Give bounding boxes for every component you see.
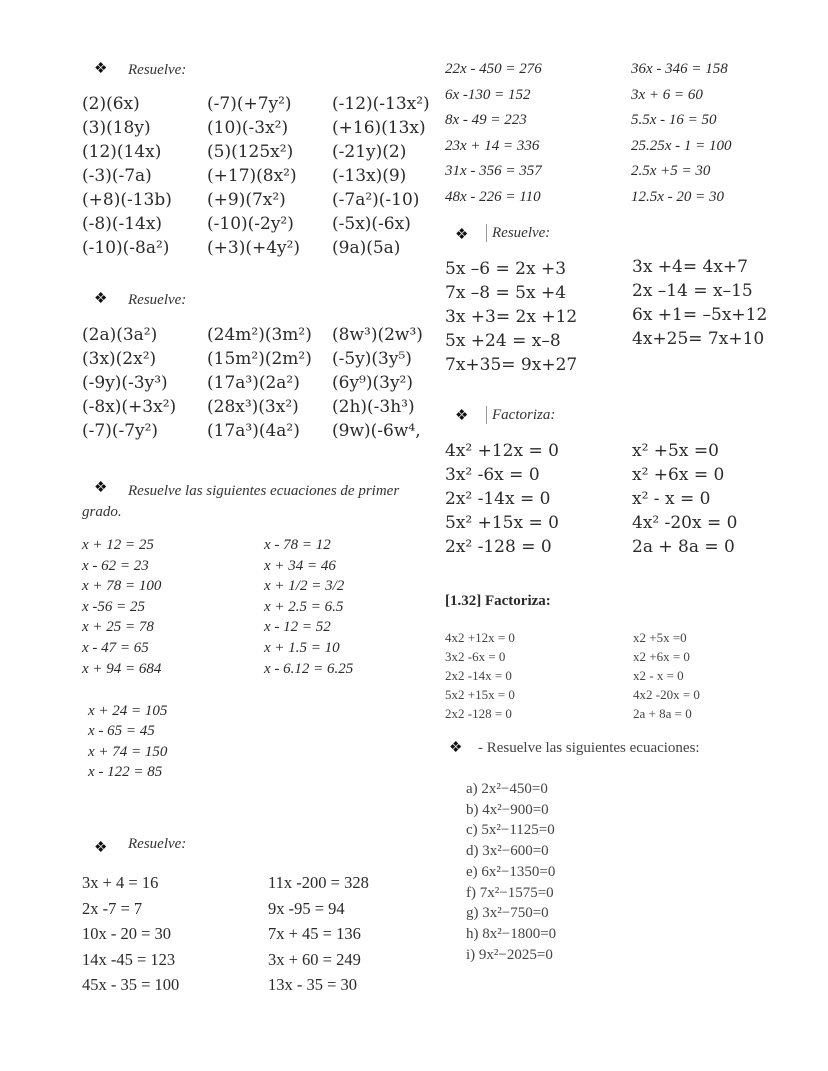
divider — [486, 224, 487, 242]
exercise-item: x - 78 = 12 — [264, 537, 331, 553]
exercise-item: 11x -200 = 328 — [268, 873, 369, 892]
exercise-item: (3x)(2x²) — [82, 349, 157, 369]
section-title: - Resuelve las siguientes ecuaciones: — [478, 740, 700, 756]
exercise-item: b) 4x²−900=0 — [466, 801, 549, 818]
exercise-item: 5.5x - 16 = 50 — [631, 112, 717, 129]
exercise-item: (8w³)(2w³) — [332, 325, 423, 345]
exercise-item: (-5x)(-6x) — [332, 214, 411, 234]
exercise-item: x -56 = 25 — [82, 598, 146, 615]
exercise-item: (+17)(8x²) — [207, 166, 297, 186]
exercise-item: (-7)(+7y²) — [207, 94, 292, 114]
exercise-item: (-12)(-13x²) — [332, 94, 430, 114]
exercise-item: x + 12 = 25 — [82, 537, 154, 553]
exercise-item: 2x -7 = 7 — [82, 898, 143, 918]
diamond-bullet-icon: ❖ — [94, 838, 108, 856]
exercise-item: (15m²)(2m²) — [207, 349, 312, 369]
exercise-item: 3x² -6x = 0 — [445, 465, 540, 485]
exercise-item: x² +5x =0 — [632, 441, 719, 461]
section-title: grado. — [82, 504, 122, 520]
exercise-item: h) 8x²−1800=0 — [466, 925, 557, 942]
exercise-item: 3x + 4 = 16 — [82, 873, 159, 892]
section-title: Resuelve: — [128, 292, 187, 308]
exercise-item: x + 78 = 100 — [82, 578, 162, 595]
exercise-item: g) 3x²−750=0 — [466, 905, 549, 922]
exercise-item: 14x -45 = 123 — [82, 949, 176, 969]
exercise-item: (10)(-3x²) — [207, 118, 289, 138]
exercise-item: (17a³)(4a²) — [207, 421, 300, 441]
exercise-item: 22x - 450 = 276 — [445, 61, 542, 77]
exercise-item: x - 122 = 85 — [88, 764, 163, 781]
exercise-item: 4x+25= 7x+10 — [632, 329, 765, 349]
section-title: Resuelve las siguientes ecuaciones de primer — [128, 483, 400, 499]
diamond-bullet-icon: ❖ — [94, 289, 108, 307]
exercise-item: 9x -95 = 94 — [268, 898, 345, 918]
exercise-item: 3x + 6 = 60 — [631, 86, 703, 103]
exercise-item: (2h)(-3h³) — [332, 397, 415, 417]
exercise-item: (5)(125x²) — [207, 142, 294, 162]
exercise-item: 7x –8 = 5x +4 — [445, 283, 567, 303]
exercise-item: 36x - 346 = 158 — [631, 61, 728, 77]
exercise-item: 6x -130 = 152 — [445, 86, 531, 103]
exercise-item: x - 6.12 = 6.25 — [264, 660, 354, 677]
exercise-item: 2x² -128 = 0 — [445, 537, 552, 557]
exercise-item: 5x –6 = 2x +3 — [445, 259, 567, 279]
exercise-item: 4x² -20x = 0 — [632, 513, 738, 533]
exercise-item: 3x +4= 4x+7 — [632, 257, 748, 277]
exercise-item: (-10)(-2y²) — [207, 214, 294, 234]
exercise-item: (2a)(3a²) — [82, 325, 158, 345]
exercise-item: 2x² -14x = 0 — [445, 489, 551, 509]
exercise-item: x2 +6x = 0 — [633, 649, 690, 664]
diamond-bullet-icon: ❖ — [94, 478, 108, 496]
exercise-item: 7x + 45 = 136 — [268, 924, 361, 943]
exercise-item: (-3)(-7a) — [82, 166, 152, 186]
exercise-item: x - 47 = 65 — [82, 640, 149, 656]
exercise-item: (9a)(5a) — [332, 238, 401, 258]
exercise-item: 10x - 20 = 30 — [82, 924, 172, 943]
exercise-item: (28x³)(3x²) — [207, 397, 299, 417]
exercise-item: x + 34 = 46 — [264, 557, 336, 574]
exercise-item: (9w)(-6w⁴, — [332, 421, 421, 441]
exercise-item: 13x - 35 = 30 — [268, 975, 358, 994]
exercise-item: (+3)(+4y²) — [207, 238, 301, 258]
exercise-item: (2)(6x) — [82, 94, 140, 114]
exercise-item: 2a + 8a = 0 — [633, 706, 692, 721]
exercise-item: 2x –14 = x–15 — [632, 281, 753, 301]
exercise-item: 48x - 226 = 110 — [445, 189, 541, 205]
exercise-item: 3x +3= 2x +12 — [445, 307, 578, 327]
exercise-item: (+9)(7x²) — [207, 190, 286, 210]
exercise-item: x + 94 = 684 — [82, 660, 162, 677]
exercise-item: (24m²)(3m²) — [207, 325, 312, 345]
exercise-item: x - 65 = 45 — [88, 723, 155, 740]
exercise-item: 4x2 +12x = 0 — [445, 630, 515, 645]
exercise-item: (-5y)(3y⁵) — [332, 349, 412, 369]
exercise-item: x + 1/2 = 3/2 — [264, 578, 345, 595]
diamond-bullet-icon: ❖ — [455, 406, 469, 424]
exercise-item: 12.5x - 20 = 30 — [631, 189, 725, 205]
exercise-item: 5x2 +15x = 0 — [445, 687, 515, 702]
exercise-item: 5x² +15x = 0 — [445, 513, 559, 533]
exercise-item: a) 2x²−450=0 — [466, 781, 548, 797]
exercise-item: x + 25 = 78 — [82, 619, 154, 636]
exercise-item: i) 9x²−2025=0 — [466, 946, 553, 963]
exercise-item: 31x - 356 = 357 — [445, 163, 542, 180]
diamond-bullet-icon: ❖ — [94, 59, 108, 77]
exercise-item: (17a³)(2a²) — [207, 373, 300, 393]
section-title: Resuelve: — [128, 836, 187, 852]
exercise-item: x - 62 = 23 — [82, 557, 149, 574]
exercise-item: 5x +24 = x–8 — [445, 331, 561, 351]
exercise-item: 25.25x - 1 = 100 — [631, 137, 732, 154]
exercise-item: (12)(14x) — [82, 142, 162, 162]
exercise-item: 2.5x +5 = 30 — [631, 163, 711, 180]
exercise-item: x2 - x = 0 — [633, 668, 684, 683]
exercise-item: x + 74 = 150 — [88, 743, 168, 760]
exercise-item: (-8x)(+3x²) — [82, 397, 177, 417]
divider — [486, 406, 487, 424]
exercise-item: (+8)(-13b) — [82, 190, 172, 210]
section-title: Resuelve: — [492, 225, 551, 241]
section-title: Resuelve: — [128, 62, 187, 78]
exercise-item: 6x +1= –5x+12 — [632, 305, 768, 325]
exercise-item: e) 6x²−1350=0 — [466, 863, 556, 880]
exercise-item: x² +6x = 0 — [632, 465, 725, 485]
exercise-item: 4x2 -20x = 0 — [633, 687, 700, 702]
exercise-item: (-13x)(9) — [332, 166, 407, 186]
exercise-item: (6y⁹)(3y²) — [332, 373, 413, 393]
exercise-item: 45x - 35 = 100 — [82, 975, 180, 994]
exercise-item: 7x+35= 9x+27 — [445, 355, 578, 375]
exercise-item: 2a + 8a = 0 — [632, 537, 735, 557]
exercise-item: 23x + 14 = 336 — [445, 137, 540, 154]
exercise-item: (-10)(-8a²) — [82, 238, 170, 258]
exercise-item: (-21y)(2) — [332, 142, 407, 162]
exercise-item: (-7a²)(-10) — [332, 190, 420, 210]
section-title: [1.32] Factoriza: — [445, 593, 551, 609]
exercise-item: x - 12 = 52 — [264, 619, 331, 636]
exercise-item: 3x2 -6x = 0 — [445, 649, 506, 664]
exercise-item: f) 7x²−1575=0 — [466, 884, 554, 901]
exercise-item: 8x - 49 = 223 — [445, 112, 527, 129]
exercise-item: x2 +5x =0 — [633, 630, 687, 645]
exercise-item: (-7)(-7y²) — [82, 421, 159, 441]
exercise-item: x + 2.5 = 6.5 — [264, 598, 344, 615]
exercise-item: (-8)(-14x) — [82, 214, 163, 234]
exercise-item: 2x2 -14x = 0 — [445, 668, 512, 683]
exercise-item: x² - x = 0 — [632, 489, 711, 509]
diamond-bullet-icon: ❖ — [449, 738, 463, 756]
exercise-item: c) 5x²−1125=0 — [466, 822, 555, 839]
exercise-item: 4x² +12x = 0 — [445, 441, 559, 461]
exercise-item: (3)(18y) — [82, 118, 151, 138]
exercise-item: d) 3x²−600=0 — [466, 843, 549, 860]
exercise-item: 3x + 60 = 249 — [268, 949, 361, 969]
exercise-item: 2x2 -128 = 0 — [445, 706, 512, 721]
diamond-bullet-icon: ❖ — [455, 225, 469, 243]
exercise-item: x + 24 = 105 — [88, 703, 168, 719]
section-title: Factoriza: — [492, 407, 556, 423]
exercise-item: (-9y)(-3y³) — [82, 373, 168, 393]
exercise-item: x + 1.5 = 10 — [264, 640, 340, 656]
exercise-item: (+16)(13x) — [332, 118, 426, 138]
